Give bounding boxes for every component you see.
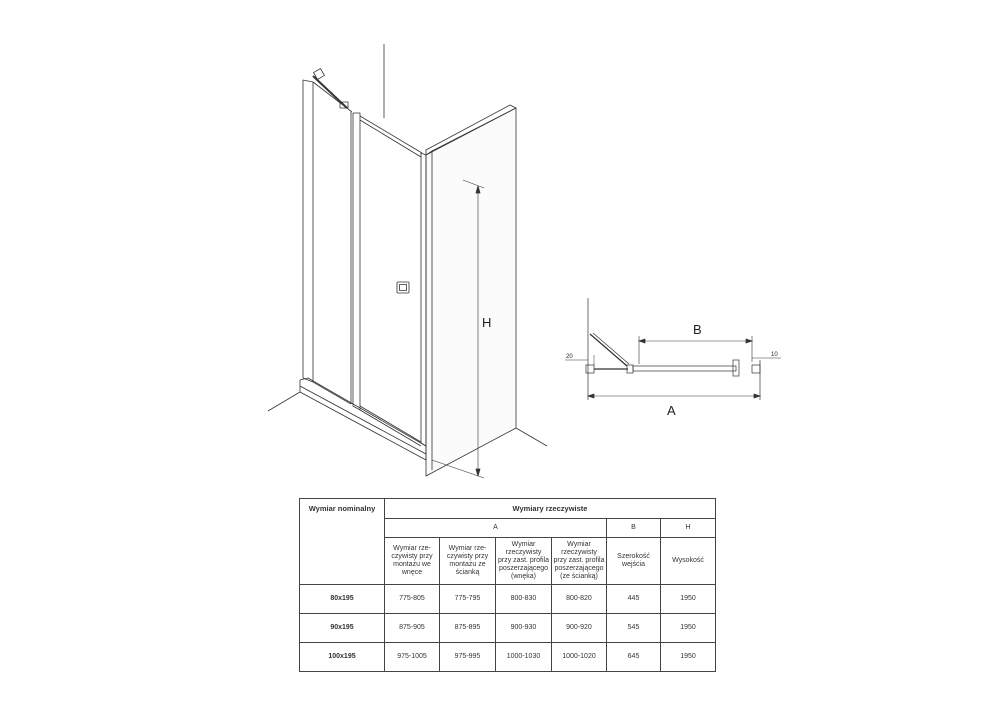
offset-10-label: 10 bbox=[771, 352, 778, 358]
cell-ext-wall: 900-920 bbox=[552, 614, 607, 643]
row-nominal: 80x195 bbox=[300, 585, 385, 614]
group-a-header: A bbox=[385, 519, 607, 538]
b-arrow-left bbox=[639, 339, 645, 343]
plan-left-profile bbox=[586, 365, 594, 373]
col-header-ext-wall: Wymiar rzeczywisty przy zast. profila poszerzającego (ze ścianką) bbox=[552, 538, 607, 585]
cell-niche: 875-905 bbox=[385, 614, 440, 643]
b-dimension-label: B bbox=[693, 322, 702, 337]
cell-ext-niche: 900-930 bbox=[496, 614, 552, 643]
table-row bbox=[300, 585, 716, 614]
plan-wall-profile bbox=[752, 365, 760, 373]
cell-wall: 775-795 bbox=[440, 585, 496, 614]
door-top-inner bbox=[360, 120, 421, 157]
door-top bbox=[360, 116, 422, 153]
group-h-header: H bbox=[661, 519, 716, 538]
col-header-entry: Szerokość wejścia bbox=[607, 538, 661, 585]
floor-line-right bbox=[516, 428, 547, 446]
cell-height: 1950 bbox=[661, 614, 716, 643]
cell-wall: 975-995 bbox=[440, 643, 496, 672]
dimensions-table bbox=[299, 498, 716, 672]
perspective-view bbox=[268, 44, 547, 478]
col-header-height: Wysokość bbox=[661, 538, 716, 585]
height-arrow-bottom bbox=[476, 469, 480, 476]
table-row bbox=[300, 614, 716, 643]
col-header-niche: Wymiar rze- czywisty przy montażu we wnęce bbox=[385, 538, 440, 585]
cell-ext-niche: 1000-1030 bbox=[496, 643, 552, 672]
door-frame bbox=[353, 113, 360, 410]
cell-niche: 975-1005 bbox=[385, 643, 440, 672]
col-header-wall: Wymiar rze- czywisty przy montażu ze ścianką bbox=[440, 538, 496, 585]
cell-entry: 545 bbox=[607, 614, 661, 643]
a-arrow-right bbox=[754, 394, 760, 398]
cell-ext-niche: 800-830 bbox=[496, 585, 552, 614]
tray-edge bbox=[300, 386, 426, 454]
row-nominal: 100x195 bbox=[300, 643, 385, 672]
wall-profile bbox=[421, 153, 426, 446]
a-dimension-label: A bbox=[667, 403, 676, 418]
cell-niche: 775-805 bbox=[385, 585, 440, 614]
plan-door-leaf bbox=[633, 366, 736, 371]
stabilizer-bar bbox=[313, 76, 347, 108]
actual-size-header: Wymiary rzeczywiste bbox=[385, 499, 716, 519]
plan-stabilizer-2 bbox=[593, 333, 629, 364]
plan-view bbox=[565, 298, 781, 400]
col-header-ext-niche: Wymiar rzeczywisty przy zast. profila poszerzającego (wnęka) bbox=[496, 538, 552, 585]
cell-ext-wall: 1000-1020 bbox=[552, 643, 607, 672]
cell-height: 1950 bbox=[661, 585, 716, 614]
cell-ext-wall: 800-820 bbox=[552, 585, 607, 614]
b-arrow-right bbox=[746, 339, 752, 343]
shower-tray bbox=[300, 378, 426, 460]
door-handle bbox=[397, 282, 409, 293]
height-label: H bbox=[482, 315, 492, 330]
plan-stabilizer bbox=[590, 334, 627, 366]
fixed-panel-bottom bbox=[313, 382, 351, 404]
door-handle-inner bbox=[400, 285, 407, 291]
door-bottom bbox=[360, 406, 421, 442]
row-nominal: 90x195 bbox=[300, 614, 385, 643]
side-wall-front bbox=[426, 108, 516, 476]
cell-height: 1950 bbox=[661, 643, 716, 672]
nominal-size-header: Wymiar nominalny bbox=[300, 499, 385, 585]
cell-entry: 645 bbox=[607, 643, 661, 672]
group-b-header: B bbox=[607, 519, 661, 538]
table-row bbox=[300, 643, 716, 672]
fixed-panel-frame bbox=[303, 80, 313, 382]
cell-entry: 445 bbox=[607, 585, 661, 614]
floor-line-left bbox=[268, 392, 300, 411]
cell-wall: 875-895 bbox=[440, 614, 496, 643]
offset-20-label: 20 bbox=[566, 354, 573, 360]
a-arrow-left bbox=[588, 394, 594, 398]
